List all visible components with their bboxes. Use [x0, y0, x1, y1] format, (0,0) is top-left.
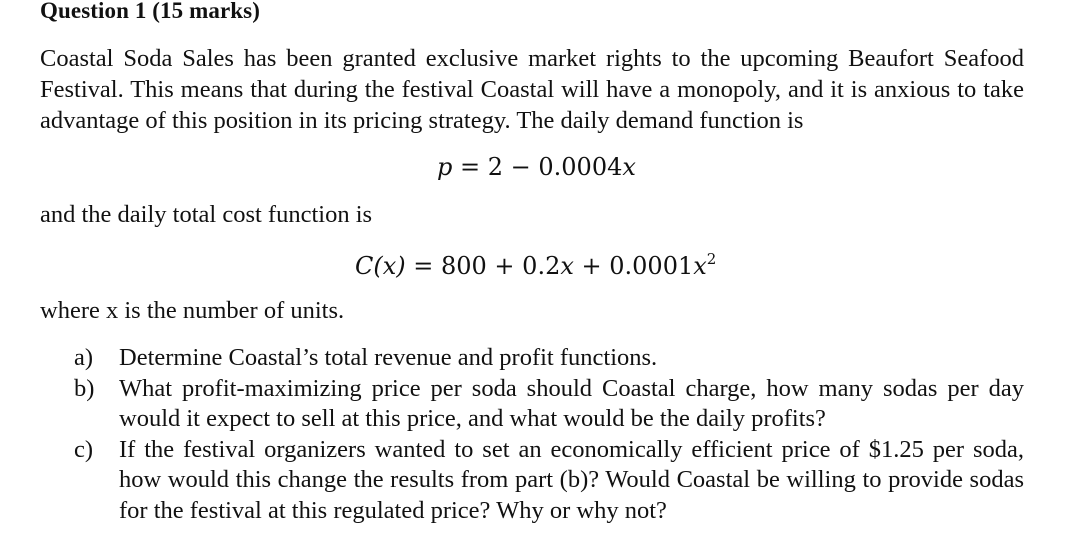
cost-eq-rhs: = 800 + 0.2 — [405, 252, 561, 280]
part-marker: c) — [74, 435, 94, 463]
cost-equation — [355, 250, 716, 280]
units-definition: where x is the number of units. — [40, 297, 345, 324]
question-heading: Question 1 (15 marks) — [40, 0, 260, 23]
demand-eq-lhs: p — [437, 153, 453, 181]
list-item — [74, 374, 1024, 435]
question-parts-list — [74, 343, 1024, 526]
list-item — [74, 343, 1024, 374]
demand-equation — [437, 153, 636, 181]
part-marker: a) — [74, 344, 94, 371]
part-text: What profit-maximizing price per soda should Coastal charge, how many sodas per day would it expect to sell at this price, and what would be the daily profits? — [119, 374, 1024, 432]
part-text: Determine Coastal’s total revenue and profit functions. — [119, 344, 658, 371]
part-marker: b) — [74, 374, 95, 402]
demand-eq-rhs: = 2 − 0.0004 — [452, 153, 623, 181]
demand-eq-var: x — [622, 153, 636, 181]
cost-eq-exponent: 2 — [706, 250, 717, 268]
intro-paragraph: Coastal Soda Sales has been granted exclusive market rights to the upcoming Beaufort Seafood Festival. This means that during the festival Coastal will have a monopoly, and it is anxious to take advantage of this position in its pricing strategy. The daily demand function is — [40, 45, 1024, 134]
cost-eq-lhs: C(x) — [355, 252, 406, 280]
cost-eq-mid: + 0.0001 — [573, 252, 694, 280]
cost-eq-var1: x — [560, 252, 574, 280]
list-item — [74, 435, 1024, 527]
cost-eq-var2: x — [693, 252, 707, 280]
part-text: If the festival organizers wanted to set an economically efficient price of $1.25 per soda, how would this change the results from part (b)? Would Coastal be willing to provide sodas for the festival at this regulated price? Why or why not? — [119, 435, 1024, 524]
cost-intro-text: and the daily total cost function is — [40, 201, 373, 228]
